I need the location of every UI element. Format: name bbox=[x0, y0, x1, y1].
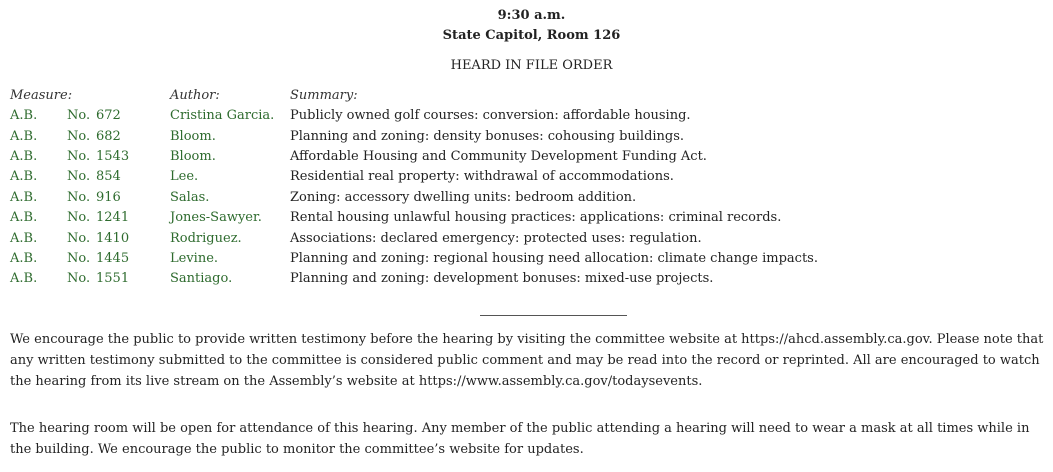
measure-summary: Affordable Housing and Community Development Funding Act. bbox=[290, 149, 707, 164]
measure-author: Levine. bbox=[170, 251, 219, 266]
testimony-notice: We encourage the public to provide written testimony before the hearing by visiting the committee website at https://ahcd.assembly.ca.gov. Please note that any written testimony submitted to the committee is considered public comment and may be read into the record or reprinted. All are encouraged to watch the hearing from its live stream on the Assembly’s website at https://www.assembly.ca.gov/todaysevents. bbox=[10, 332, 1044, 389]
measure-no-label: No. bbox=[67, 210, 91, 225]
section-divider bbox=[480, 315, 627, 316]
measure-author: Jones-Sawyer. bbox=[170, 210, 262, 225]
attendance-notice: The hearing room will be open for attendance of this hearing. Any member of the public attending a hearing will need to wear a mask at all times while in the building. We encourage the public to monitor the committee’s website for updates. bbox=[10, 421, 1030, 457]
measure-row bbox=[0, 229, 1053, 249]
measure-no-label: No. bbox=[67, 190, 91, 205]
measure-number: 916 bbox=[96, 190, 121, 205]
measure-no-label: No. bbox=[67, 129, 91, 144]
column-header-author: Author: bbox=[170, 88, 220, 103]
measure-author: Salas. bbox=[170, 190, 210, 205]
measure-prefix: A.B. bbox=[10, 149, 38, 164]
measure-no-label: No. bbox=[67, 231, 91, 246]
measure-prefix: A.B. bbox=[10, 251, 38, 266]
measure-no-label: No. bbox=[67, 271, 91, 286]
measure-summary: Planning and zoning: density bonuses: cohousing buildings. bbox=[290, 129, 685, 144]
measure-summary: Residential real property: withdrawal of accommodations. bbox=[290, 169, 674, 184]
measure-prefix: A.B. bbox=[10, 271, 38, 286]
measure-no-label: No. bbox=[67, 169, 91, 184]
measure-number: 1241 bbox=[96, 210, 130, 225]
column-header-measure: Measure: bbox=[10, 88, 73, 103]
measure-author: Rodriguez. bbox=[170, 231, 242, 246]
measure-row bbox=[0, 127, 1053, 147]
measure-summary: Rental housing unlawful housing practices: applications: criminal records. bbox=[290, 210, 782, 225]
measure-author: Lee. bbox=[170, 169, 199, 184]
measure-prefix: A.B. bbox=[10, 231, 38, 246]
measure-number: 682 bbox=[96, 129, 121, 144]
measure-row bbox=[0, 106, 1053, 126]
measure-author: Santiago. bbox=[170, 271, 233, 286]
hearing-location: State Capitol, Room 126 bbox=[442, 28, 621, 43]
measure-prefix: A.B. bbox=[10, 210, 38, 225]
measure-author: Bloom. bbox=[170, 149, 216, 164]
measure-prefix: A.B. bbox=[10, 169, 38, 184]
measure-no-label: No. bbox=[67, 251, 91, 266]
measure-summary: Zoning: accessory dwelling units: bedroom addition. bbox=[290, 190, 637, 205]
measure-row bbox=[0, 269, 1053, 289]
measure-row bbox=[0, 147, 1053, 167]
measure-number: 672 bbox=[96, 108, 121, 123]
measure-prefix: A.B. bbox=[10, 108, 38, 123]
measure-number: 1410 bbox=[96, 231, 130, 246]
measure-summary: Planning and zoning: development bonuses: mixed-use projects. bbox=[290, 271, 714, 286]
measure-row bbox=[0, 167, 1053, 187]
measure-number: 854 bbox=[96, 169, 121, 184]
measure-author: Cristina Garcia. bbox=[170, 108, 275, 123]
measure-number: 1445 bbox=[96, 251, 130, 266]
measure-no-label: No. bbox=[67, 108, 91, 123]
measure-summary: Planning and zoning: regional housing need allocation: climate change impacts. bbox=[290, 251, 818, 266]
measure-summary: Publicly owned golf courses: conversion: affordable housing. bbox=[290, 108, 691, 123]
measure-prefix: A.B. bbox=[10, 190, 38, 205]
hearing-time: 9:30 a.m. bbox=[497, 8, 566, 23]
measure-row bbox=[0, 208, 1053, 228]
measure-row bbox=[0, 249, 1053, 269]
order-note: HEARD IN FILE ORDER bbox=[450, 58, 613, 73]
column-header-summary: Summary: bbox=[290, 88, 358, 103]
measure-number: 1551 bbox=[96, 271, 130, 286]
measure-no-label: No. bbox=[67, 149, 91, 164]
measure-author: Bloom. bbox=[170, 129, 216, 144]
measure-summary: Associations: declared emergency: protected uses: regulation. bbox=[290, 231, 702, 246]
measure-row bbox=[0, 188, 1053, 208]
measure-number: 1543 bbox=[96, 149, 130, 164]
measure-prefix: A.B. bbox=[10, 129, 38, 144]
table-header bbox=[0, 86, 1053, 106]
